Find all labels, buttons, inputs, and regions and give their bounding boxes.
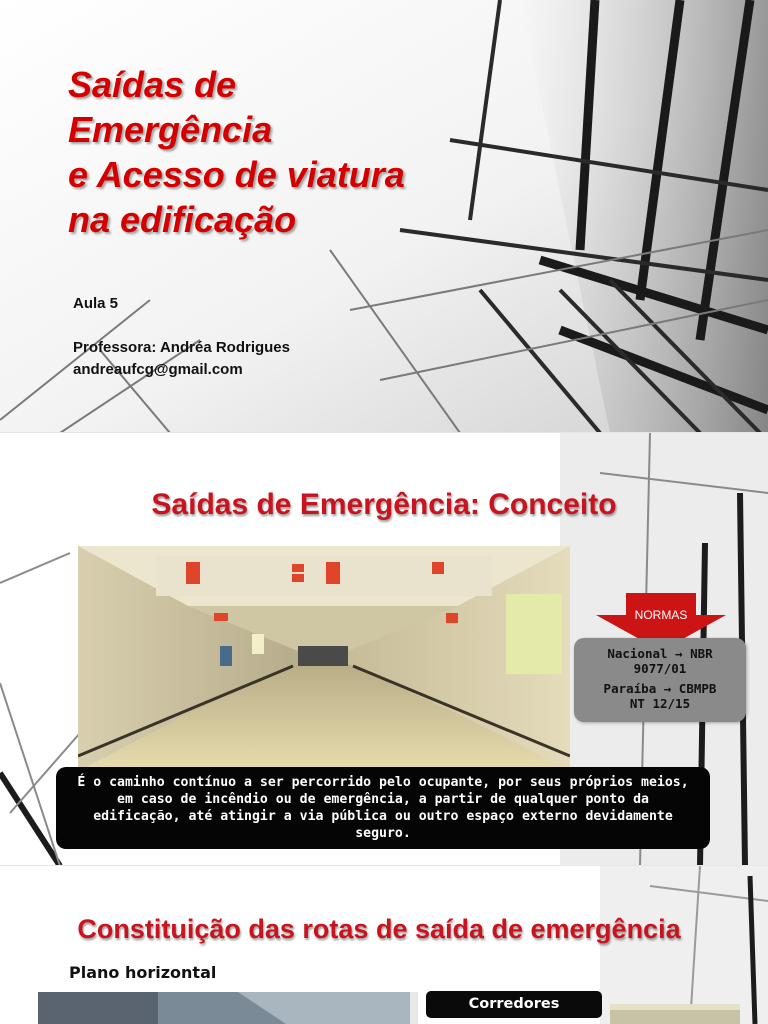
corridor-photo-thumbnail	[610, 1004, 740, 1024]
slide-3-routes[interactable]	[0, 866, 768, 1024]
horizontal-plan-photo	[38, 992, 418, 1024]
title-line: Emergência	[68, 109, 273, 150]
slide-heading: Constituição das rotas de saída de emergência	[77, 914, 681, 944]
norma-line: Paraíba → CBMPB	[603, 681, 717, 696]
teacher-email: andreaufcg@gmail.com	[73, 361, 243, 378]
title-line: e Acesso de viatura	[68, 154, 405, 195]
normas-box	[574, 638, 746, 722]
norma-line: Nacional → NBR	[607, 646, 713, 661]
corridors-label: Corredores	[426, 991, 602, 1018]
normas-label: NORMAS	[634, 608, 688, 622]
presentation-title	[68, 62, 508, 242]
slide-1-title[interactable]	[0, 0, 768, 433]
corridor-photo	[78, 546, 570, 771]
definition-box: É o caminho contínuo a ser percorrido pelo ocupante, por seus próprios meios, em caso de incêndio ou de emergência, a partir de qualquer ponto da edificação, até atingir a via pública ou outro espaço externo devidamente seguro.	[56, 767, 710, 849]
slide-heading: Saídas de Emergência: Conceito	[151, 488, 617, 521]
norma-line: 9077/01	[633, 661, 687, 676]
title-line: na edificação	[68, 199, 297, 240]
title-line: Saídas de	[68, 64, 237, 105]
lesson-number: Aula 5	[73, 295, 119, 312]
norma-line: NT 12/15	[629, 696, 691, 711]
teacher-name: Professora: Andréa Rodrigues	[73, 339, 290, 356]
section-subtitle: Plano horizontal	[69, 963, 217, 982]
slide-2-concept[interactable]	[0, 433, 768, 866]
